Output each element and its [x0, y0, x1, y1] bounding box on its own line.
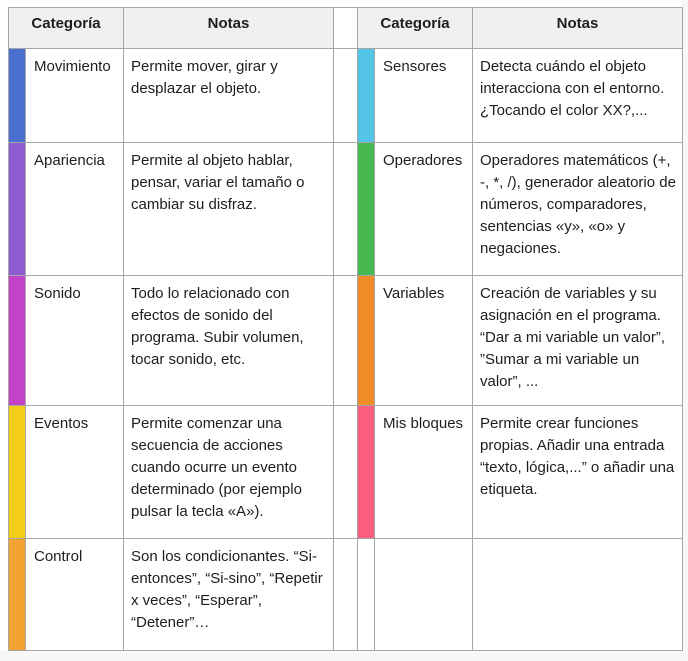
category-label-mis-bloques: Mis bloques: [375, 406, 473, 539]
spacer-header-cell: [334, 8, 358, 49]
table-row: [9, 49, 683, 143]
category-label-sensores: Sensores: [375, 49, 473, 143]
table-row: [9, 539, 683, 651]
color-swatch-sonido: [9, 276, 26, 406]
spacer-cell: [334, 143, 358, 276]
color-swatch-movimiento: [9, 49, 26, 143]
category-label-empty: [375, 539, 473, 651]
notes-eventos: Permite comenzar una secuencia de acciones cuando ocurre un evento determinado (por ejemplo pulsar la tecla «A»).: [124, 406, 334, 539]
notes-mis-bloques: Permite crear funciones propias. Añadir una entrada “texto, lógica,...” o añadir una etiqueta.: [473, 406, 683, 539]
categories-table: [8, 7, 683, 651]
color-swatch-eventos: [9, 406, 26, 539]
category-label-eventos: Eventos: [26, 406, 124, 539]
color-swatch-apariencia: [9, 143, 26, 276]
right-header-notas: Notas: [473, 8, 683, 49]
notes-sensores: Detecta cuándo el objeto interacciona con el entorno. ¿Tocando el color XX?,...: [473, 49, 683, 143]
category-label-operadores: Operadores: [375, 143, 473, 276]
header-row: [9, 8, 683, 49]
notes-sonido: Todo lo relacionado con efectos de sonido del programa. Subir volumen, tocar sonido, etc.: [124, 276, 334, 406]
category-label-movimiento: Movimiento: [26, 49, 124, 143]
color-swatch-sensores: [358, 49, 375, 143]
left-header-categoria: Categoría: [9, 8, 124, 49]
spacer-cell: [334, 539, 358, 651]
color-swatch-empty: [358, 539, 375, 651]
spacer-cell: [334, 276, 358, 406]
category-label-variables: Variables: [375, 276, 473, 406]
category-label-apariencia: Apariencia: [26, 143, 124, 276]
color-swatch-variables: [358, 276, 375, 406]
color-swatch-operadores: [358, 143, 375, 276]
right-header-categoria: Categoría: [358, 8, 473, 49]
color-swatch-mis-bloques: [358, 406, 375, 539]
notes-movimiento: Permite mover, girar y desplazar el objeto.: [124, 49, 334, 143]
color-swatch-control: [9, 539, 26, 651]
spacer-cell: [334, 406, 358, 539]
notes-operadores: Operadores matemáticos (+, -, *, /), generador aleatorio de números, comparadores, sentencias «y», «o» y negaciones.: [473, 143, 683, 276]
category-label-sonido: Sonido: [26, 276, 124, 406]
notes-apariencia: Permite al objeto hablar, pensar, variar el tamaño o cambiar su disfraz.: [124, 143, 334, 276]
left-header-notas: Notas: [124, 8, 334, 49]
spacer-cell: [334, 49, 358, 143]
table-row: [9, 276, 683, 406]
category-label-control: Control: [26, 539, 124, 651]
notes-control: Son los condicionantes. “Si-entonces”, “Si-sino”, “Repetir x veces”, “Esperar”, “Detener”…: [124, 539, 334, 651]
table-row: [9, 143, 683, 276]
notes-variables: Creación de variables y su asignación en el programa. “Dar a mi variable un valor”, ”Sumar a mi variable un valor”, ...: [473, 276, 683, 406]
table-row: [9, 406, 683, 539]
notes-empty: [473, 539, 683, 651]
